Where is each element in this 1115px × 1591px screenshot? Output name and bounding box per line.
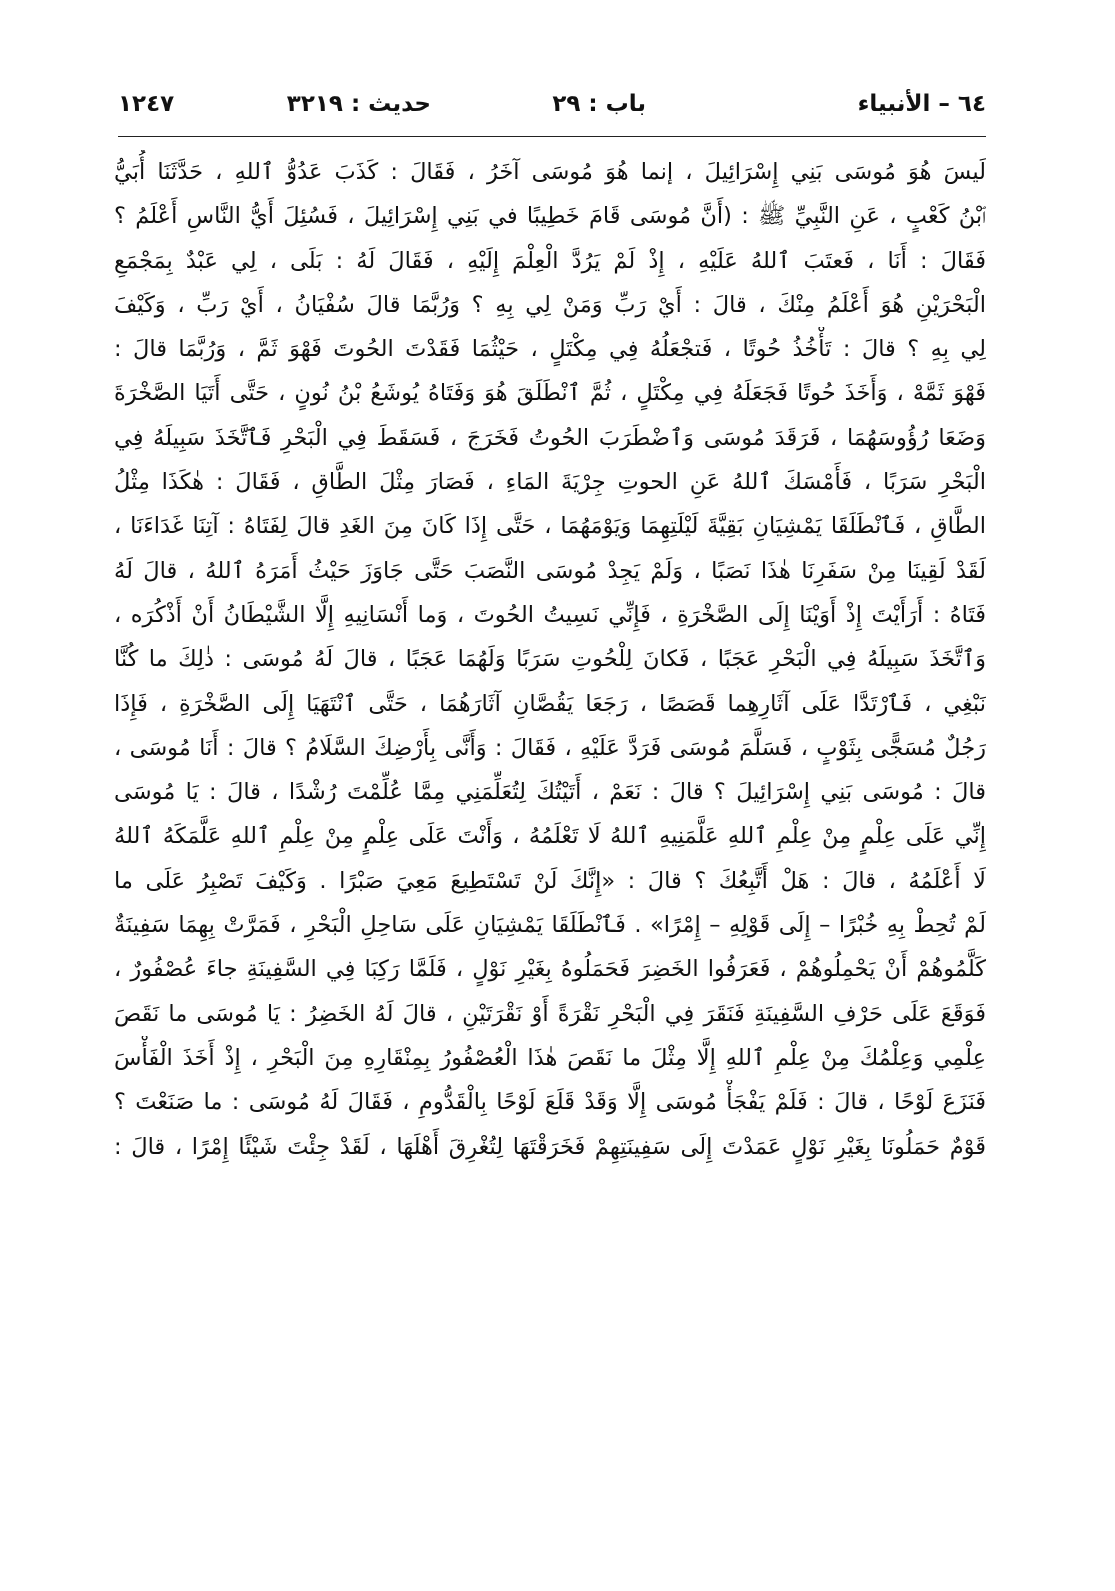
text-line: الْبَحْرَيْنِ هُوَ أَعْلَمُ مِنْكَ ، قالَ : أَيْ رَبِّ وَمَنْ لِي بِهِ ؟ وَرُبَّمَا قالَ سُفْيَانُ ، أَيْ رَبِّ ، وَكَيْفَ <box>114 291 986 318</box>
text-line: وَٱتَّخَذَ سَبِيلَهُ فِي الْبَحْرِ عَجَبًا ، فَكانَ لِلْحُوتِ سَرَبًا وَلَهُمَا عَجَبًا ، قالَ لَهُ مُوسَى : ذٰلِكَ ما كُنَّا <box>114 646 986 673</box>
text-line: قَوْمٌ حَمَلُونَا بِغَيْرِ نَوْلٍ عَمَدْتَ إِلَى سَفِينَتِهِمْ فَخَرَقْتَهَا لِتُغْرِقَ أَهْلَهَا ، لَقَدْ جِئْتَ شَيْئًا إِمْرًا ، قالَ : <box>114 1133 986 1160</box>
chapter-label: باب : ٢٩ <box>552 91 646 117</box>
text-line: فَهْوَ ثَمَّهْ ، وَأَخَذَ حُوتًا فَجَعَلَهُ فِي مِكْتَلٍ ، ثُمَّ ٱنْطَلَقَ هُوَ وَفَتَاهُ يُوشَعُ بْنُ نُونٍ ، حَتَّى أَتَيَا الصَّخْرَةَ <box>114 380 986 407</box>
text-line: قالَ : مُوسَى بَنِي إِسْرَائِيلَ ؟ قالَ : نَعَمْ ، أَتَيْتُكَ لِتُعَلِّمَنِي مِمَّا عُلِّمْتَ رُشْدًا ، قالَ : يَا مُوسَى <box>114 779 986 806</box>
text-line: لَقَدْ لَقِينَا مِنْ سَفَرِنَا هٰذَا نَصَبًا ، وَلَمْ يَجِدْ مُوسَى النَّصَبَ حَتَّى جَاوَزَ حَيْثُ أَمَرَهُ ٱللهُ ، قالَ لَهُ <box>114 557 986 584</box>
text-line: لَا أَعْلَمُهُ ، قالَ : هَلْ أَتَّبِعُكَ ؟ قالَ : «إِنَّكَ لَنْ تَسْتَطِيعَ مَعِيَ صَبْرًا . وَكَيْفَ تَصْبِرُ عَلَى ما <box>114 867 986 894</box>
running-header <box>118 84 986 124</box>
text-line: نَبْغِي ، فَٱرْتَدَّا عَلَى آثَارِهِما قَصَصًا ، رَجَعَا يَقُصَّانِ آثَارَهُمَا ، حَتَّى ٱنْتَهَيَا إِلَى الصَّخْرَةِ ، فَإِذَا <box>114 690 986 717</box>
text-line: فَتَاهُ : أَرَأَيْتَ إِذْ أَوَيْنَا إِلَى الصَّخْرَةِ ، فَإِنِّي نَسِيتُ الحُوتَ ، وَما أَنْسَانِيهِ إِلَّا الشَّيْطَانُ أَنْ أَذْكُرَه ، <box>114 601 986 628</box>
text-line: فَنَزَعَ لَوْحًا ، قالَ : فَلَمْ يَفْجَأْ مُوسَى إِلَّا وَقَدْ قَلَعَ لَوْحًا بِالْقَدُّومِ ، فَقَالَ لَهُ مُوسَى : ما صَنَعْتَ ؟ <box>114 1089 986 1116</box>
hadith-number: حديث : ٣٢١٩ <box>286 91 431 117</box>
book-title: ٦٤ – الأنبياء <box>857 91 986 117</box>
text-line: إِنِّي عَلَى عِلْمٍ مِنْ عِلْمِ ٱللهِ عَلَّمَنِيهِ ٱللهُ لَا تَعْلَمُهُ ، وَأَنْتَ عَلَى عِلْمٍ مِنْ عِلْمِ ٱللهِ عَلَّمَكَهُ ٱللهُ <box>114 823 986 850</box>
text-line: لَيسَ هُوَ مُوسَى بَنِي إِسْرَائِيلَ ، إنما هُوَ مُوسَى آخَرُ ، فَقَالَ : كَذَبَ عَدُوُّ ٱللهِ ، حَدَّثَنَا أُبَيُّ <box>114 159 986 185</box>
text-line: وَضَعَا رُؤُوسَهُمَا ، فَرَقَدَ مُوسَى وَٱضْطَرَبَ الحُوتُ فَخَرَجَ ، فَسَقَطَ فِي الْبَحْرِ فَٱتَّخَذَ سَبِيلَهُ فِي <box>114 424 986 451</box>
text-line: الْبَحْرِ سَرَبًا ، فَأَمْسَكَ ٱللهُ عَنِ الحوتِ جِرْيَةَ المَاءِ ، فَصَارَ مِثْلَ الطَّاقِ ، فَقَالَ : هٰكَذَا مِثْلُ <box>114 469 986 496</box>
text-line: لَمْ تُحِطْ بِهِ خُبْرًا – إِلَى قَوْلِهِ – إِمْرًا» . فَٱنْطَلَقَا يَمْشِيَانِ عَلَى سَاحِلِ الْبَحْرِ ، فَمَرَّتْ بِهِمَا سَفِينَةٌ <box>114 912 986 939</box>
text-line: فَوَقَعَ عَلَى حَرْفِ السَّفِينَةِ فَنَقَرَ فِي الْبَحْرِ نَقْرَةً أَوْ نَقْرَتَيْنِ ، قالَ لَهُ الخَضِرُ : يَا مُوسَى ما نَقَصَ <box>114 1000 986 1027</box>
text-line: رَجُلٌ مُسَجًّى بِثَوْبٍ ، فَسَلَّمَ مُوسَى فَرَدَّ عَلَيْهِ ، فَقَالَ : وَأَنَّى بِأَرْضِكَ السَّلَامُ ؟ قالَ : أَنَا مُوسَى ، <box>114 734 986 761</box>
text-line: الطَّاقِ ، فَٱنْطَلَقَا يَمْشِيَانِ بَقِيَّةَ لَيْلَتِهِمَا وَيَوْمَهُمَا ، حَتَّى إِذَا كَانَ مِنَ الغَدِ قالَ لِفَتَاهُ : آتِنَا غَدَاءَنَا ، <box>114 513 986 540</box>
hadith-body-text <box>114 150 986 1169</box>
text-line: فَقَالَ : أَنَا ، فَعتَبَ ٱللهُ عَلَيْهِ ، إِذْ لَمْ يَرُدَّ الْعِلْمَ إِلَيْهِ ، فَقَالَ لَهُ : بَلَى ، لِي عَبْدٌ بِمَجْمَعِ <box>114 247 986 274</box>
header-rule <box>118 136 986 137</box>
text-line: عِلْمِي وَعِلْمُكَ مِنْ عِلْمِ ٱللهِ إِلَّا مِثْلَ ما نَقَصَ هٰذَا الْعُصْفُورُ بِمِنْقَارِهِ مِنَ الْبَحْرِ ، إِذْ أَخَذَ الْفَأْسَ <box>114 1044 986 1071</box>
text-line: كَلَّمُوهُمْ أَنْ يَحْمِلُوهُمْ ، فَعَرَفُوا الخَضِرَ فَحَمَلُوهُ بِغَيْرِ نَوْلٍ ، فَلَمَّا رَكِبَا فِي السَّفِينَةِ جاءَ عُصْفُورٌ ، <box>114 956 986 983</box>
page-number: ١٢٤٧ <box>118 91 175 117</box>
text-line: ٱبْنُ كَعْبٍ ، عَنِ النَّبِيِّ ﷺ : (أَنَّ مُوسَى قَامَ خَطِيبًا في بَنِي إِسْرَائِيلَ ، فَسُئِلَ أَيُّ النَّاسِ أَعْلَمُ ؟ <box>114 203 986 230</box>
text-line: لِي بِهِ ؟ قالَ : تَأْخُذُ حُوتًا ، فَتجْعَلُهُ فِي مِكْتَلٍ ، حَيْثُمَا فَقَدْتَ الحُوتَ فَهْوَ ثَمَّ ، وَرُبَّمَا قالَ : <box>114 336 986 363</box>
